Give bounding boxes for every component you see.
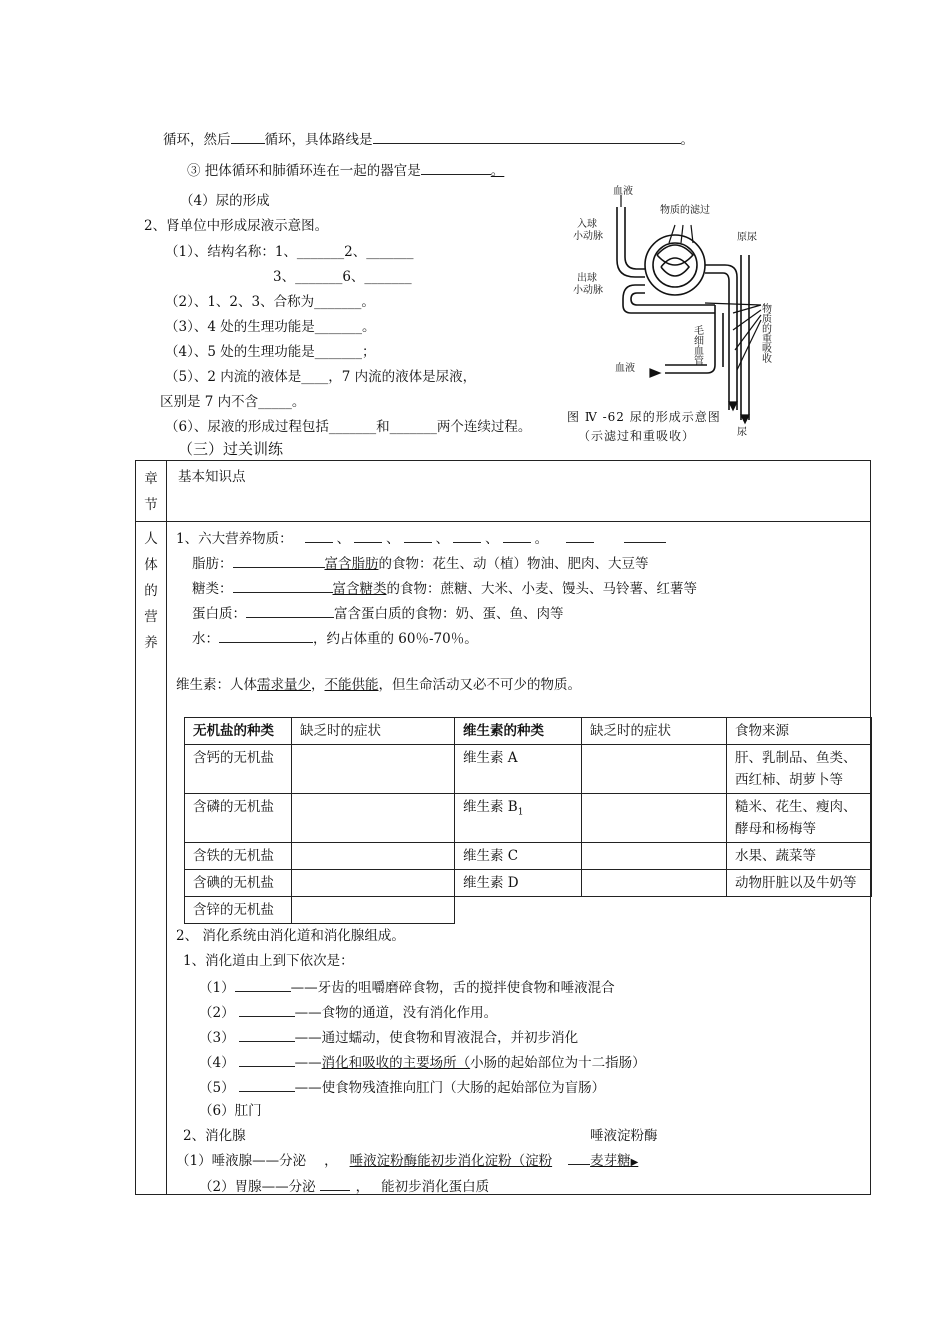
label-blood-top: 血液 xyxy=(613,186,633,197)
enzyme-label: 唾液淀粉酶 xyxy=(590,1128,658,1144)
blank[interactable] xyxy=(246,603,334,618)
label-capillary: 毛细血管 xyxy=(691,325,703,365)
chapter-nutrition-text: 人体的营养 xyxy=(144,531,158,651)
table-divider xyxy=(135,521,871,522)
mineral-iron: 含铁的无机盐 xyxy=(185,843,292,870)
header-chapter-text: 章节 xyxy=(144,471,158,513)
tract-4-note: 小肠的起始部位为十二指肠） xyxy=(470,1055,646,1071)
blank[interactable] xyxy=(373,129,681,144)
diagram-caption: 图 Ⅳ -62 尿的形成示意图 xyxy=(567,410,721,424)
arrow-icon: ▶ xyxy=(630,1157,639,1168)
protein-foods: 富含蛋白质的食物：奶、蛋、鱼、肉等 xyxy=(334,606,564,622)
vitamin-essential: ，但生命活动又必不可少的物质。 xyxy=(378,677,581,693)
tract-4-num: （4） xyxy=(199,1055,235,1071)
tract-2-num: （2） xyxy=(199,1005,235,1021)
source-vitamin-c: 水果、蔬菜等 xyxy=(727,843,872,870)
mineral-phosphorus: 含磷的无机盐 xyxy=(185,794,292,843)
vitamin-no-energy: 不能供能 xyxy=(324,677,379,693)
header-vitamin-type: 维生素的种类 xyxy=(455,718,582,745)
nutrients-line: 1、六大营养物质： 、 、 、 、 。 xyxy=(176,528,666,548)
blank-cell[interactable] xyxy=(292,843,455,870)
tract-3 xyxy=(199,1027,578,1047)
tract-5-desc: ——使食物残渣推向肛门（大肠的起始部位为盲肠） xyxy=(294,1080,606,1096)
vitamin-comma: ， xyxy=(311,677,325,693)
sugar-rich: 富含糖类 xyxy=(332,581,387,597)
gland-2 xyxy=(199,1176,489,1196)
question-2-1a: （1）、结构名称：1、_______2、_______ xyxy=(165,244,414,260)
section-3-heading: （三）过关训练 xyxy=(178,440,284,458)
tract-3-num: （3） xyxy=(199,1030,235,1046)
header-food-source: 食物来源 xyxy=(727,718,872,745)
nephron-diagram xyxy=(565,185,780,440)
gland-1-desc: 唾液淀粉酶能初步消化淀粉（淀粉 xyxy=(349,1153,553,1169)
question-2-6: （6）、尿液的形成过程包括_______和_______两个连续过程。 xyxy=(165,419,532,435)
question-2-3: （3）、4 处的生理功能是_______。 xyxy=(165,319,376,335)
table-row xyxy=(185,794,872,843)
blank[interactable] xyxy=(421,160,491,175)
blank[interactable] xyxy=(239,1077,295,1092)
text-period: 。 xyxy=(490,163,505,179)
fat-rich: 富含脂肪 xyxy=(324,556,379,572)
vitamin-c: 维生素 C xyxy=(455,843,582,870)
question-2-title: 2、肾单位中形成尿液示意图。 xyxy=(144,218,329,234)
question-2-2: （2）、1、2、3、合称为_______。 xyxy=(165,294,375,310)
water-line xyxy=(192,628,478,648)
tract-1 xyxy=(199,977,615,997)
fat-line xyxy=(192,553,649,573)
label-blood-bottom: 血液 xyxy=(615,363,635,374)
blank-cell[interactable] xyxy=(292,794,455,843)
tract-2 xyxy=(199,1002,497,1022)
blank-cell[interactable] xyxy=(582,870,727,897)
blank[interactable] xyxy=(231,129,265,144)
sugar-line xyxy=(192,578,697,598)
mineral-zinc: 含锌的无机盐 xyxy=(185,897,292,924)
circulation-line xyxy=(163,129,694,149)
heart-organ-line xyxy=(187,160,504,180)
source-vitamin-a: 肝、乳制品、鱼类、西红柿、胡萝卜等 xyxy=(727,745,872,794)
tract-2-desc: ——食物的通道，没有消化作用。 xyxy=(294,1005,498,1021)
vitamin-b1 xyxy=(455,794,582,843)
tract-1-desc: ——牙齿的咀嚼磨碎食物，舌的搅拌使食物和唾液混合 xyxy=(290,980,615,996)
gland-1-text: （1）唾液腺——分泌 xyxy=(176,1153,307,1169)
blank-cell[interactable] xyxy=(292,897,455,924)
source-vitamin-b1: 糙米、花生、瘦肉、酵母和杨梅等 xyxy=(727,794,872,843)
mineral-calcium: 含钙的无机盐 xyxy=(185,745,292,794)
digestion-title: 2、 消化系统由消化道和消化腺组成。 xyxy=(176,928,405,944)
text-period: 。 xyxy=(680,132,694,148)
gland-1-comma: ， xyxy=(324,1153,338,1169)
text-connecting-organ: ③ 把体循环和肺循环连在一起的器官是 xyxy=(187,163,421,179)
text-circulation-route: 循环，具体路线是 xyxy=(264,132,373,148)
label-filtration: 物质的滤过 xyxy=(660,205,710,216)
vitamin-line xyxy=(176,676,581,694)
gland-1-maltose-text: 麦芽糖 xyxy=(590,1153,631,1169)
label-efferent-1: 出球 xyxy=(577,273,597,284)
source-vitamin-d: 动物肝脏以及牛奶等 xyxy=(727,870,872,897)
table-row xyxy=(185,870,872,897)
gland-1-maltose xyxy=(568,1153,638,1169)
diagram-subcaption: （示滤过和重吸收） xyxy=(578,429,696,443)
tract-title: 1、消化道由上到下依次是： xyxy=(183,953,354,969)
header-mineral-symptom: 缺乏时的症状 xyxy=(292,718,455,745)
blank[interactable] xyxy=(233,578,333,593)
tract-1-num: （1） xyxy=(199,980,235,996)
sugar-label: 糖类： xyxy=(192,581,233,597)
table-row xyxy=(185,843,872,870)
protein-line xyxy=(192,603,564,623)
question-2-1b: 3、_______6、_______ xyxy=(273,269,412,285)
gland-2-comma: ， xyxy=(355,1179,370,1195)
mineral-iodine: 含碘的无机盐 xyxy=(185,870,292,897)
blank-cell[interactable] xyxy=(582,745,727,794)
text-circulation-then: 循环，然后 xyxy=(163,132,231,148)
table-divider xyxy=(166,460,167,1195)
vitamin-a: 维生素 A xyxy=(455,745,582,794)
header-vitamin-symptom: 缺乏时的症状 xyxy=(582,718,727,745)
tract-3-desc: ——通过蠕动，使食物和胃液混合，并初步消化 xyxy=(294,1030,579,1046)
question-2-5b: 区别是 7 内不含_____。 xyxy=(160,394,306,410)
gland-1 xyxy=(176,1152,638,1172)
water-label: 水： xyxy=(192,631,219,647)
label-afferent-2: 小动脉 xyxy=(573,231,603,242)
gland-2-text: （2）胃腺——分泌 xyxy=(199,1179,316,1195)
blank-cell[interactable] xyxy=(292,745,455,794)
vitamin-text: 维生素：人体 xyxy=(176,677,257,693)
question-2-5: （5）、2 内流的液体是____，7 内流的液体是尿液， xyxy=(165,369,477,385)
blank-cell[interactable] xyxy=(582,843,727,870)
blank[interactable] xyxy=(239,1052,295,1067)
protein-label: 蛋白质： xyxy=(192,606,246,622)
blank[interactable] xyxy=(320,1176,350,1191)
vitamin-b1-text: 维生素 B xyxy=(463,799,518,815)
gland-title: 2、消化腺 xyxy=(183,1128,246,1144)
vitamin-low-demand: 需求量少 xyxy=(257,677,311,693)
fat-foods: 的食物：花生、动（植）物油、肥肉、大豆等 xyxy=(378,556,649,572)
table-row xyxy=(185,897,872,924)
nutrients-title: 1、六大营养物质： xyxy=(176,531,293,547)
fat-label: 脂肪： xyxy=(192,556,233,572)
table-header-row xyxy=(185,718,872,745)
tract-4 xyxy=(199,1052,646,1072)
label-primary-urine: 原尿 xyxy=(737,232,757,243)
gland-2-desc: 能初步消化蛋白质 xyxy=(381,1179,490,1195)
label-reabsorption: 物质的重吸收 xyxy=(759,303,771,363)
blank[interactable] xyxy=(239,1002,295,1017)
vitamin-b1-sub: 1 xyxy=(517,807,524,818)
tract-5-num: （5） xyxy=(199,1080,235,1096)
vitamin-d: 维生素 D xyxy=(455,870,582,897)
water-percent: ，约占体重的 60％-70％。 xyxy=(313,631,478,647)
blank-cell[interactable] xyxy=(582,794,727,843)
blank[interactable] xyxy=(239,1027,295,1042)
header-mineral-type: 无机盐的种类 xyxy=(185,718,292,745)
label-afferent-1: 入球 xyxy=(577,219,597,230)
sugar-foods: 的食物：蔗糖、大米、小麦、馒头、马铃薯、红薯等 xyxy=(386,581,697,597)
header-chapter xyxy=(136,466,166,518)
label-efferent-2: 小动脉 xyxy=(573,285,603,296)
tract-4-dash: —— xyxy=(294,1055,322,1071)
header-knowledge: 基本知识点 xyxy=(178,469,246,485)
tract-4-desc: 消化和吸收的主要场所（ xyxy=(321,1055,471,1071)
blank-cell[interactable] xyxy=(292,870,455,897)
blank[interactable] xyxy=(235,977,291,992)
table-row xyxy=(185,745,872,794)
tract-6: （6）肛门 xyxy=(199,1103,262,1119)
blank[interactable] xyxy=(219,628,313,643)
question-2-4: （4）、5 处的生理功能是_______； xyxy=(165,344,376,360)
label-urine: 尿 xyxy=(737,427,747,438)
tract-5 xyxy=(199,1077,605,1097)
blank[interactable] xyxy=(233,553,325,568)
urine-heading: （4）尿的形成 xyxy=(180,193,270,209)
chapter-nutrition xyxy=(136,526,166,656)
mineral-vitamin-table xyxy=(184,717,872,924)
